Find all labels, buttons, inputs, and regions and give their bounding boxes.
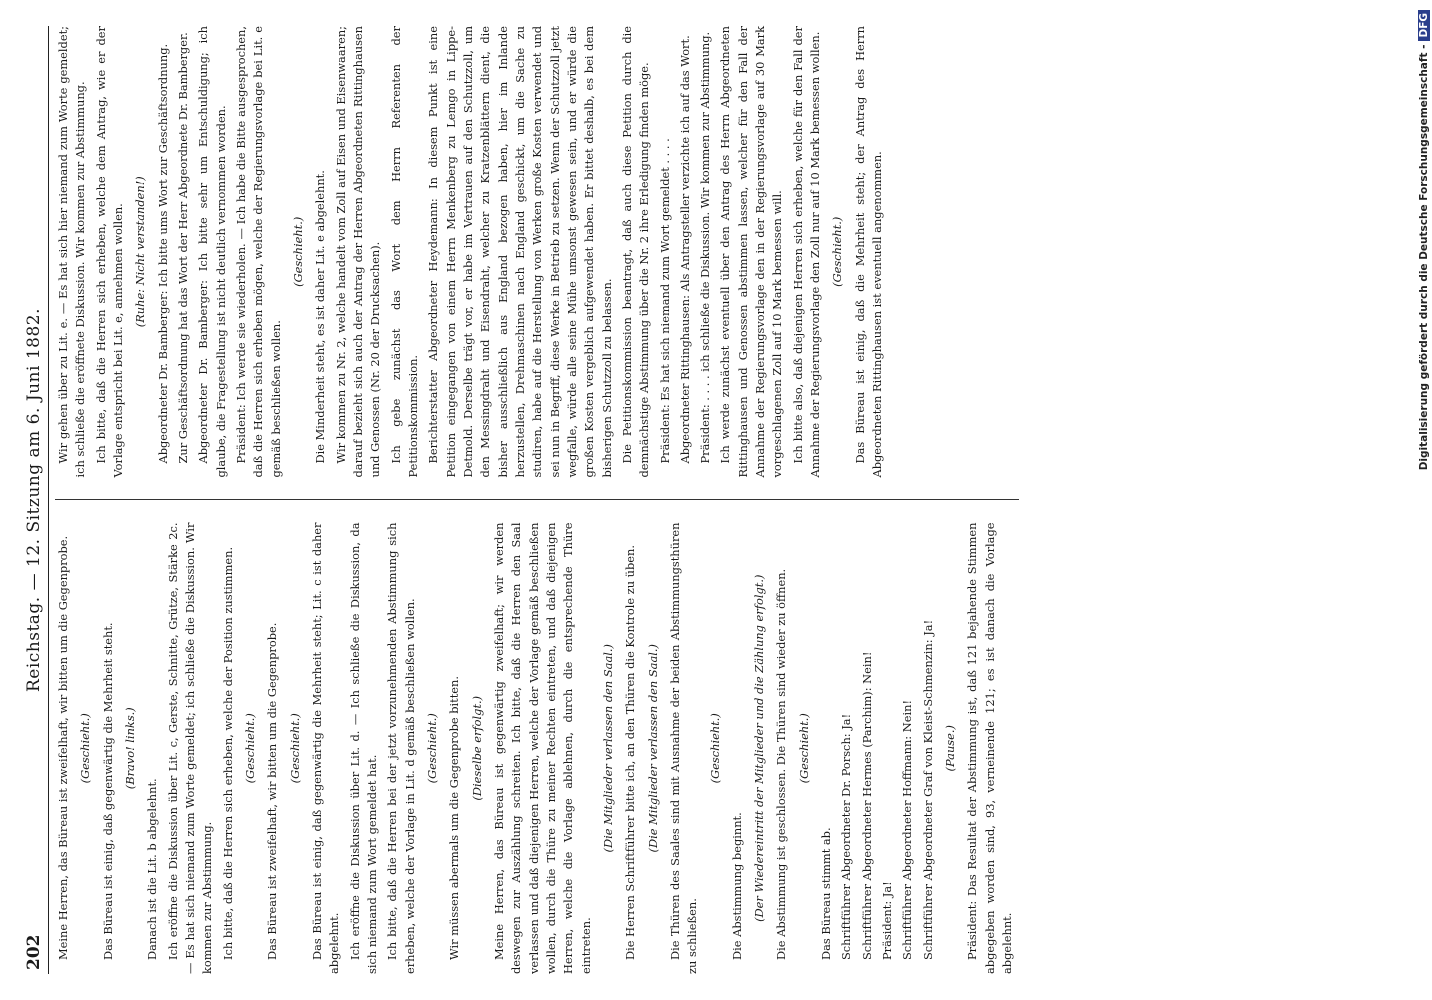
paragraph: Die Herren Schriftführer bitte ich, an den Thüren die Kontrole zu üben.: [623, 544, 638, 960]
paragraph: Wir müssen abermals um die Gegenprobe bitten.: [447, 675, 462, 960]
paragraph: Ich bitte, daß die Herren bei der jetzt vorzunehmenden Abstimmung sich erheben, welche der Vorlage in Lit. d gemäß beschließen wollen.: [385, 522, 417, 974]
paragraph: Die Abstimmung beginnt.: [729, 812, 744, 960]
paragraph: Ich gebe zunächst das Wort dem Herrn Referenten der Petitionskommission.: [388, 26, 420, 478]
stage-direction: (Geschieht.): [78, 713, 93, 784]
paragraph: Die Thüren des Saales sind mit Ausnahme der beiden Abstimmungsthüren zu schließen.: [667, 522, 700, 974]
stage-direction: (Geschieht.): [796, 713, 811, 784]
stage-direction: (Die Mitglieder verlassen den Saal.): [645, 644, 660, 853]
paragraph: Präsident: Das Resultat der Abstimmung ist, daß 121 bejahende Stimmen abgegeben worden sind, 93, verneinende 121; es ist danach die Vorlage abgelehnt.: [965, 522, 1015, 974]
stage-direction: (Geschieht.): [707, 713, 722, 784]
paragraph: Präsident: . . . . ich schließe die Diskussion. Wir kommen zur Abstimmung.: [698, 31, 713, 464]
paragraph: Das Büreau ist einig, daß die Mehrheit steht; der Antrag des Herrn Abgeordneten Rittinghausen ist eventuell angenommen.: [852, 26, 885, 478]
paragraph: Zur Geschäftsordnung hat das Wort der Herr Abgeordnete Dr. Bamberger.: [175, 32, 190, 464]
text-columns: [55, 26, 1019, 974]
running-title: Reichstag. — 12. Sitzung am 6. Juni 1882.: [24, 307, 44, 693]
paragraph: Präsident: Ich werde sie wiederholen. — Ich habe die Bitte ausgesprochen, daß die Herren sich erheben mögen, welche der Regierungsvorlage bei Lit. e gemäß beschließen wollen.: [233, 26, 283, 478]
paragraph: Meine Herren, das Büreau ist gegenwärtig zweifelhaft; wir werden deswegen zur Auszählung schreiten. Ich bitte, daß die Herren den Saal verlassen und daß diejenigen Herren, welche der Vorlage gemäß beschließen wollen, durch die Thüre zu meiner Rechten eintreten, und daß diejenigen Herren, welche die Vorlage ablehnen, durch die entsprechende Thüre eintreten.: [491, 522, 593, 974]
stage-direction: (Pause.): [943, 725, 958, 772]
paragraph: Die Petitionskommission beantragt, daß auch diese Petition durch die demnächstige Abstimmung über die Nr. 2 ihre Erledigung finden möge.: [619, 26, 652, 478]
paragraph: Die Abstimmung ist geschlossen. Die Thüren sind wieder zu öffnen.: [774, 568, 789, 960]
paragraph: Das Büreau ist einig, daß gegenwärtig die Mehrheit steht.: [100, 622, 115, 960]
paragraph: Schriftführer Abgeordneter Graf von Kleist-Schmenzin: Ja!: [920, 619, 935, 960]
paragraph: Schriftführer Abgeordneter Hoffmann: Nein!: [900, 699, 915, 960]
page-number: 202: [24, 934, 44, 970]
paragraph: Präsident: Es hat sich niemand zum Wort gemeldet . . . .: [657, 138, 672, 464]
paragraph: Schriftführer Abgeordneter Hermes (Parchim): Nein!: [859, 651, 874, 960]
paragraph: Präsident: Ja!: [880, 881, 895, 960]
dfg-logo: DFG: [1418, 10, 1430, 41]
page-header: [20, 26, 49, 974]
digitization-credit: Digitalisierung gefördert durch die Deutsche Forschungsgemeinschaft -: [1418, 44, 1430, 471]
paragraph: Das Büreau ist einig, daß gegenwärtig die Mehrheit steht; Lit. c ist daher abgelehnt.: [309, 522, 342, 974]
digitization-note: [1418, 10, 1432, 990]
stage-direction: (Ruhe: Nicht verstanden!): [133, 176, 148, 328]
stage-direction: (Der Wiedereintritt der Mitglieder und die Zählung erfolgt.): [752, 574, 767, 922]
paragraph: Berichterstatter Abgeordneter Heydemann: In diesem Punkt ist eine Petition eingegangen von einem Herrn Menkenberg zu Lemgo in Lippe-Detmold. Derselbe trägt vor, er habe im Vertrauen auf den Schutzzoll, um den Messingdraht und Eisendraht, welcher zu Kratzenblättern dient, die bisher ausschließlich aus England bezogen haben, hier im Inlande herzustellen, Drehmaschinen nach England geschickt, um die Sache zu studiren, habe auf die Herstellung von Werken große Kosten verwendet und sei nun in Begriff, diese Werke in Betrieb zu setzen. Wenn der Schutzzoll jetzt wegfalle, würde alle seine Mühe umsonst gewesen sein, und er würde die großen Kosten vergeblich aufgewendet haben. Er bittet deshalb, es bei dem bisherigen Schutzzoll zu belassen.: [426, 26, 614, 478]
paragraph: Die Minderheit steht, es ist daher Lit. e abgelehnt.: [313, 170, 328, 464]
paragraph: Wir kommen zu Nr. 2, welche handelt vom Zoll auf Eisen und Eisenwaaren; darauf bezieht sich auch der Antrag der Herren Abgeordneten Rittinghausen und Genossen (Nr. 20 der Drucksachen).: [333, 26, 383, 478]
stage-direction: (Geschieht.): [290, 216, 305, 287]
paragraph: Wir gehen über zu Lit. e. — Es hat sich hier niemand zum Worte gemeldet; ich schließe die eröffnete Diskussion. Wir kommen zur Abstimmung.: [56, 26, 88, 478]
paragraph: Ich eröffne die Diskussion über Lit. d. — Ich schließe die Diskussion, da sich niemand zum Wort gemeldet hat.: [347, 522, 379, 974]
stage-direction: (Die Mitglieder verlassen den Saal.): [600, 644, 615, 853]
left-column: [55, 523, 1019, 975]
paragraph: Ich eröffne die Diskussion über Lit. c, Gerste, Schnitte, Grütze, Stärke 2c. — Es hat sich niemand zum Worte gemeldet; ich schließe die Diskussion. Wir kommen zur Abstimmung.: [165, 522, 215, 974]
paragraph: Das Büreau stimmt ab.: [819, 827, 834, 960]
paragraph: Meine Herren, das Büreau ist zweifelhaft, wir bitten um die Gegenprobe.: [56, 535, 70, 960]
paragraph: Abgeordneter Dr. Bamberger: Ich bitte sehr um Entschuldigung; ich glaube, die Fragestellung ist nicht deutlich vernommen worden.: [196, 26, 228, 478]
stage-direction: (Geschieht.): [287, 713, 302, 784]
paragraph: Das Büreau ist zweifelhaft, wir bitten um die Gegenprobe.: [265, 622, 280, 960]
paragraph: Ich bitte, daß die Herren sich erheben, welche dem Antrag, wie er der Vorlage entspricht bei Lit. e, annehmen wollen.: [93, 26, 125, 478]
paragraph: Ich werde zunächst eventuell über den Antrag des Herrn Abgeordneten Rittinghausen und Genossen abstimmen lassen, welcher für den Fall der Annahme der Regierungsvorlage den in der Regierungsvorlage auf 30 Mark vorgeschlagenen Zoll auf 10 Mark bemessen will.: [718, 26, 785, 478]
column-divider: [55, 500, 1019, 501]
stage-direction: (Geschieht.): [830, 216, 845, 287]
stage-direction: (Dieselbe erfolgt.): [469, 695, 484, 801]
stage-direction: (Geschieht.): [424, 713, 439, 784]
paragraph: Ich bitte, daß die Herren sich erheben, welche der Position zustimmen.: [220, 546, 235, 960]
paragraph: Ich bitte also, daß diejenigen Herren sich erheben, welche für den Fall der Annahme der Regierungsvorlage den Zoll nur auf 10 Mark bemessen wollen.: [790, 26, 823, 478]
stage-direction: (Bravo! links.): [122, 707, 137, 790]
right-column: [55, 26, 1019, 478]
paragraph: Abgeordneter Rittinghausen: Als Antragsteller verzichte ich auf das Wort.: [677, 35, 692, 464]
paragraph: Danach ist die Lit. b abgelehnt.: [145, 778, 160, 960]
paragraph: Abgeordneter Dr. Bamberger: Ich bitte ums Wort zur Geschäftsordnung.: [155, 43, 170, 464]
stage-direction: (Geschieht.): [242, 713, 257, 784]
paragraph: Schriftführer Abgeordneter Dr. Porsch: Ja!: [839, 713, 854, 960]
